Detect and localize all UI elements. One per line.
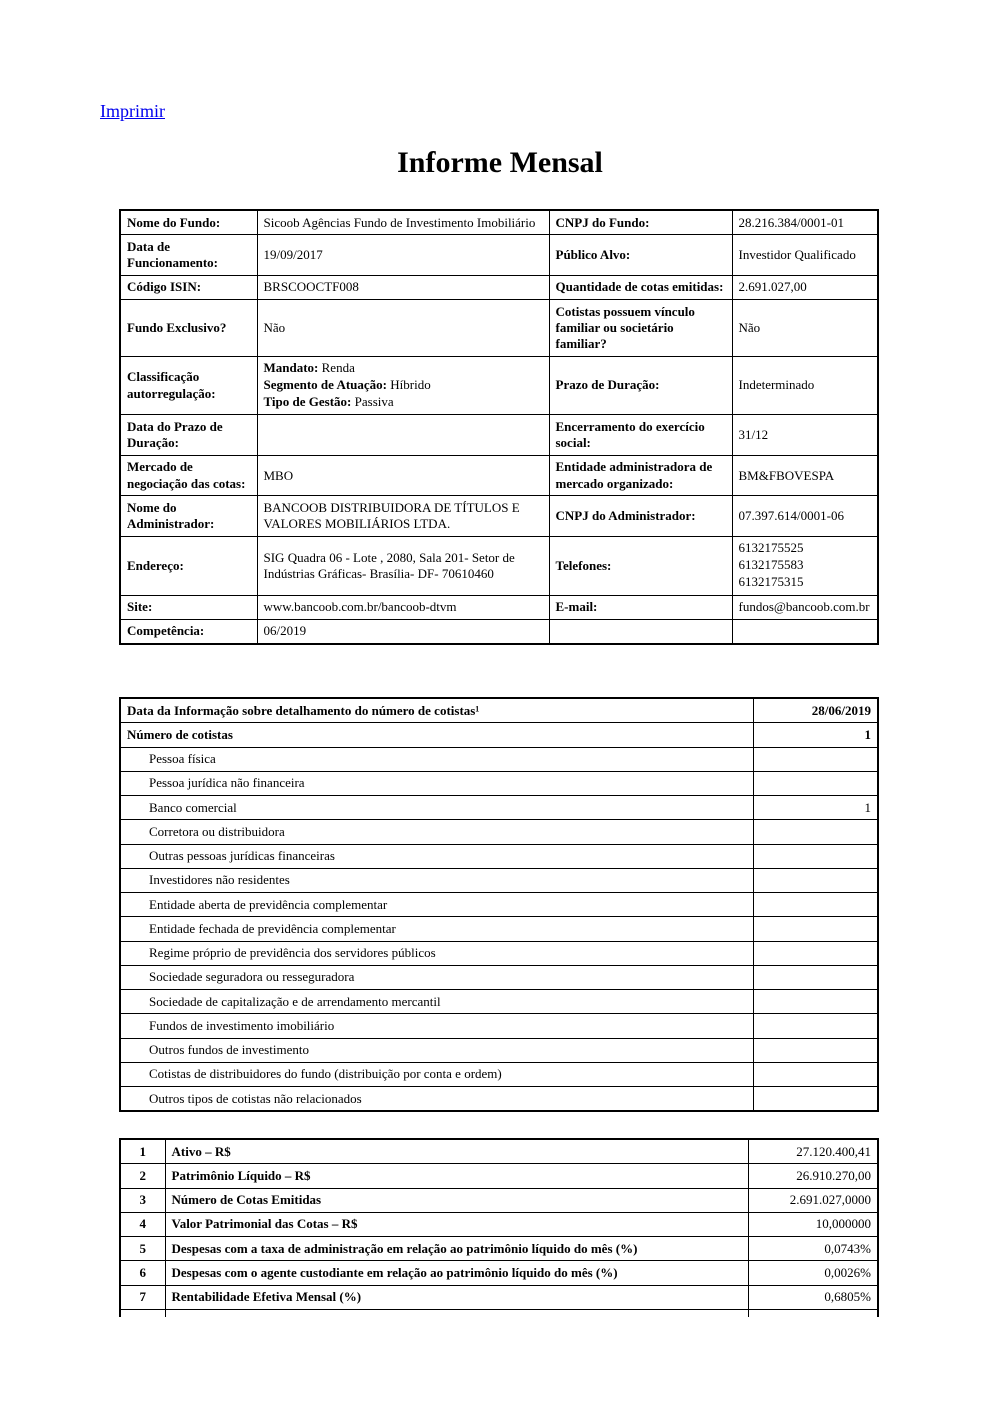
print-link[interactable]: Imprimir	[100, 101, 165, 121]
field-sublabel: Tipo de Gestão:	[263, 394, 352, 410]
row-number	[120, 1309, 165, 1317]
table-row	[120, 300, 878, 357]
cotistas-row-value	[753, 844, 878, 868]
table-row	[120, 723, 878, 747]
field-value: Sicoob Agências Fundo de Investimento Imobiliário	[257, 210, 549, 235]
table-row	[120, 820, 878, 844]
field-value	[257, 356, 549, 415]
field-label: Mercado de negociação das cotas:	[120, 455, 257, 496]
table-row	[120, 868, 878, 892]
table-row	[120, 595, 878, 619]
table-row	[120, 917, 878, 941]
row-number: 4	[120, 1212, 165, 1236]
table-row	[120, 990, 878, 1014]
field-value: Não	[732, 300, 878, 357]
field-label: Encerramento do exercício social:	[549, 415, 732, 456]
field-label: Site:	[120, 595, 257, 619]
field-value: www.bancoob.com.br/bancoob-dtvm	[257, 595, 549, 619]
cotistas-row-value	[753, 893, 878, 917]
cotistas-row-label: Pessoa jurídica não financeira	[120, 771, 753, 795]
cotistas-row-label: Outros fundos de investimento	[120, 1038, 753, 1062]
financial-value: 0,0743%	[748, 1237, 878, 1261]
field-value: 28.216.384/0001-01	[732, 210, 878, 235]
field-value: BANCOOB DISTRIBUIDORA DE TÍTULOS E VALORES MOBILIÁRIOS LTDA.	[257, 496, 549, 537]
financial-label: Despesas com o agente custodiante em relação ao patrimônio líquido do mês (%)	[165, 1261, 748, 1285]
cotistas-row-label: Investidores não residentes	[120, 868, 753, 892]
financial-value	[748, 1309, 878, 1317]
financial-value: 26.910.270,00	[748, 1164, 878, 1188]
field-value: 19/09/2017	[257, 235, 549, 276]
financial-value: 27.120.400,41	[748, 1139, 878, 1164]
financial-label: Ativo – R$	[165, 1139, 748, 1164]
table-row	[120, 210, 878, 235]
financial-label: Valor Patrimonial das Cotas – R$	[165, 1212, 748, 1236]
financial-label	[165, 1309, 748, 1317]
field-subvalue: Renda	[321, 360, 355, 376]
cotistas-row-value	[753, 771, 878, 795]
table-row	[120, 356, 878, 415]
field-value: BM&FBOVESPA	[732, 455, 878, 496]
field-value-line	[264, 394, 543, 411]
table-row	[120, 796, 878, 820]
table-row	[120, 536, 878, 595]
cotistas-row-label: Cotistas de distribuidores do fundo (distribuição por conta e ordem)	[120, 1062, 753, 1086]
cotistas-row-value	[753, 965, 878, 989]
row-number: 7	[120, 1285, 165, 1309]
field-value: Investidor Qualificado	[732, 235, 878, 276]
phone-number: 6132175583	[738, 557, 804, 573]
table-row	[120, 619, 878, 644]
field-label: Competência:	[120, 619, 257, 644]
table-row	[120, 1014, 878, 1038]
field-value	[257, 415, 549, 456]
field-label: Classificação autorregulação:	[120, 356, 257, 415]
field-label: Cotistas possuem vínculo familiar ou societário familiar?	[549, 300, 732, 357]
field-value-line	[264, 360, 543, 377]
table-row	[120, 275, 878, 299]
cotistas-row-label: Número de cotistas	[120, 723, 753, 747]
cotistas-row-label: Outros tipos de cotistas não relacionados	[120, 1087, 753, 1112]
cotistas-row-value	[753, 1038, 878, 1062]
table-row	[120, 455, 878, 496]
field-value: SIG Quadra 06 - Lote , 2080, Sala 201- Setor de Indústrias Gráficas- Brasília- DF- 70610460	[257, 536, 549, 595]
field-value: 2.691.027,00	[732, 275, 878, 299]
table-row	[120, 1188, 878, 1212]
field-label	[549, 619, 732, 644]
field-label: Data de Funcionamento:	[120, 235, 257, 276]
cotistas-row-label: Outras pessoas jurídicas financeiras	[120, 844, 753, 868]
cotistas-row-value	[753, 1014, 878, 1038]
field-label: Público Alvo:	[549, 235, 732, 276]
table-row	[120, 747, 878, 771]
table-row	[120, 1212, 878, 1236]
financial-label: Patrimônio Líquido – R$	[165, 1164, 748, 1188]
financial-label: Despesas com a taxa de administração em relação ao patrimônio líquido do mês (%)	[165, 1237, 748, 1261]
field-value: BRSCOOCTF008	[257, 275, 549, 299]
table-row	[120, 235, 878, 276]
field-value: fundos@bancoob.com.br	[732, 595, 878, 619]
cotistas-row-value	[753, 868, 878, 892]
financial-value: 10,000000	[748, 1212, 878, 1236]
cotistas-row-value	[753, 747, 878, 771]
field-value-line	[264, 377, 543, 394]
cotistas-row-label: Banco comercial	[120, 796, 753, 820]
phone-number: 6132175315	[738, 574, 804, 590]
financial-label: Número de Cotas Emitidas	[165, 1188, 748, 1212]
cotistas-row-value: 1	[753, 796, 878, 820]
table-header-row	[120, 698, 878, 723]
field-value: Indeterminado	[732, 356, 878, 415]
field-value: 31/12	[732, 415, 878, 456]
table-row	[120, 1285, 878, 1309]
table-row	[120, 415, 878, 456]
phone-number: 6132175525	[738, 540, 804, 556]
cotistas-row-value	[753, 990, 878, 1014]
field-label: Data do Prazo de Duração:	[120, 415, 257, 456]
cotistas-row-label: Corretora ou distribuidora	[120, 820, 753, 844]
table-row	[120, 893, 878, 917]
cotistas-row-value	[753, 820, 878, 844]
field-value: 06/2019	[257, 619, 549, 644]
table-row	[120, 1087, 878, 1112]
page-title: Informe Mensal	[397, 146, 603, 179]
cotistas-row-label: Sociedade seguradora ou resseguradora	[120, 965, 753, 989]
cotistas-table	[119, 697, 879, 1112]
financial-value: 2.691.027,0000	[748, 1188, 878, 1212]
field-label: Telefones:	[549, 536, 732, 595]
field-subvalue: Passiva	[354, 394, 394, 410]
cotistas-header-date: 28/06/2019	[753, 698, 878, 723]
field-value	[732, 536, 878, 595]
cotistas-row-label: Sociedade de capitalização e de arrendamento mercantil	[120, 990, 753, 1014]
cotistas-row-label: Pessoa física	[120, 747, 753, 771]
financial-value: 0,6805%	[748, 1285, 878, 1309]
row-number: 6	[120, 1261, 165, 1285]
row-number: 2	[120, 1164, 165, 1188]
table-row	[120, 844, 878, 868]
field-label: Fundo Exclusivo?	[120, 300, 257, 357]
table-row	[120, 1038, 878, 1062]
cotistas-row-value: 1	[753, 723, 878, 747]
table-row	[120, 1062, 878, 1086]
field-sublabel: Segmento de Atuação:	[263, 377, 387, 393]
field-value: Não	[257, 300, 549, 357]
cotistas-row-label: Entidade aberta de previdência complementar	[120, 893, 753, 917]
cotistas-row-value	[753, 1087, 878, 1112]
table-row	[120, 496, 878, 537]
row-number: 3	[120, 1188, 165, 1212]
cotistas-row-value	[753, 917, 878, 941]
financial-value: 0,0026%	[748, 1261, 878, 1285]
field-label: Endereço:	[120, 536, 257, 595]
field-value: MBO	[257, 455, 549, 496]
fund-info-table	[119, 209, 879, 645]
field-label: Entidade administradora de mercado organizado:	[549, 455, 732, 496]
table-row	[120, 965, 878, 989]
field-label: Nome do Fundo:	[120, 210, 257, 235]
table-row	[120, 941, 878, 965]
row-number: 1	[120, 1139, 165, 1164]
field-label: CNPJ do Fundo:	[549, 210, 732, 235]
cotistas-header-label: Data da Informação sobre detalhamento do número de cotistas¹	[120, 698, 753, 723]
cotistas-row-value	[753, 941, 878, 965]
field-subvalue: Híbrido	[390, 377, 431, 393]
financial-label: Rentabilidade Efetiva Mensal (%)	[165, 1285, 748, 1309]
field-label: Quantidade de cotas emitidas:	[549, 275, 732, 299]
field-label: E-mail:	[549, 595, 732, 619]
cotistas-row-label: Fundos de investimento imobiliário	[120, 1014, 753, 1038]
table-row	[120, 1261, 878, 1285]
field-label: Prazo de Duração:	[549, 356, 732, 415]
field-label: Nome do Administrador:	[120, 496, 257, 537]
table-row	[120, 1139, 878, 1164]
cotistas-row-label: Entidade fechada de previdência complementar	[120, 917, 753, 941]
cotistas-row-label: Regime próprio de previdência dos servidores públicos	[120, 941, 753, 965]
table-row-clipped	[120, 1309, 878, 1317]
field-sublabel: Mandato:	[263, 360, 319, 376]
table-row	[120, 1164, 878, 1188]
cotistas-row-value	[753, 1062, 878, 1086]
table-row	[120, 771, 878, 795]
table-row	[120, 1237, 878, 1261]
field-value: 07.397.614/0001-06	[732, 496, 878, 537]
row-number: 5	[120, 1237, 165, 1261]
field-value	[732, 619, 878, 644]
financials-table	[119, 1138, 879, 1317]
field-label: CNPJ do Administrador:	[549, 496, 732, 537]
field-label: Código ISIN:	[120, 275, 257, 299]
